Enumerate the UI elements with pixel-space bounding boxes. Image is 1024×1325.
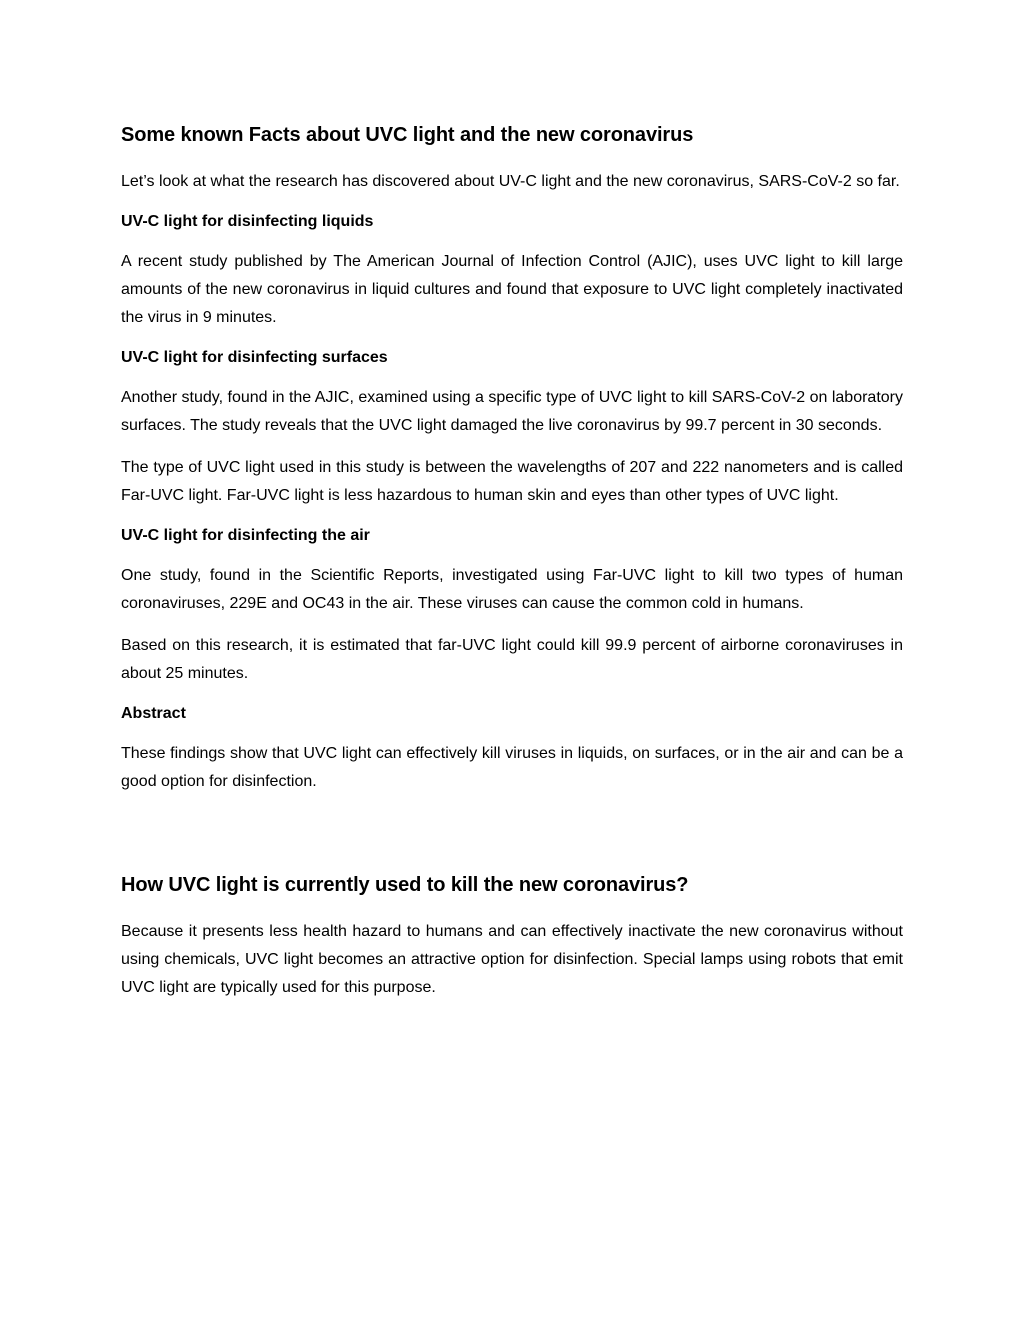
paragraph-liquids-study: A recent study published by The American Journal of Infection Control (AJIC), uses UVC light to kill large amounts of the new coronavirus in liquid cultures and found that exposure to UVC light completely inactivated the virus in 9 minutes. <box>121 253 903 326</box>
paragraph-far-uvc-wavelengths: The type of UVC light used in this study is between the wavelengths of 207 and 222 nanometers and is called Far-UVC light. Far-UVC light is less hazardous to human skin and eyes than other types of UVC light. <box>121 459 903 504</box>
paragraph-current-use: Because it presents less health hazard to humans and can effectively inactivate the new coronavirus without using chemicals, UVC light becomes an attractive option for disinfection. Special lamps using robots that emit UVC light are typically used for this purpose. <box>121 923 903 996</box>
paragraph-abstract: These findings show that UVC light can effectively kill viruses in liquids, on surfaces, or in the air and can be a good option for disinfection. <box>121 745 903 790</box>
paragraph-air-study: One study, found in the Scientific Reports, investigated using Far-UVC light to kill two types of human coronaviruses, 229E and OC43 in the air. These viruses can cause the common cold in humans. <box>121 567 903 612</box>
intro-paragraph: Let’s look at what the research has discovered about UV-C light and the new coronavirus, SARS-CoV-2 so far. <box>121 173 900 190</box>
heading-disinfecting-air: UV-C light for disinfecting the air <box>121 527 370 544</box>
paragraph-airborne-estimate: Based on this research, it is estimated that far-UVC light could kill 99.9 percent of airborne coronaviruses in about 25 minutes. <box>121 637 903 682</box>
heading-disinfecting-surfaces: UV-C light for disinfecting surfaces <box>121 349 388 366</box>
heading-abstract: Abstract <box>121 705 186 722</box>
heading-disinfecting-liquids: UV-C light for disinfecting liquids <box>121 213 374 230</box>
section-title-uvc-facts: Some known Facts about UVC light and the new coronavirus <box>121 124 694 146</box>
paragraph-surfaces-study: Another study, found in the AJIC, examined using a specific type of UVC light to kill SARS-CoV-2 on laboratory surfaces. The study reveals that the UVC light damaged the live coronavirus by 99.7 percent in 30 seconds. <box>121 389 903 434</box>
section-title-current-use: How UVC light is currently used to kill the new coronavirus? <box>121 874 689 896</box>
document-page <box>121 120 903 1002</box>
